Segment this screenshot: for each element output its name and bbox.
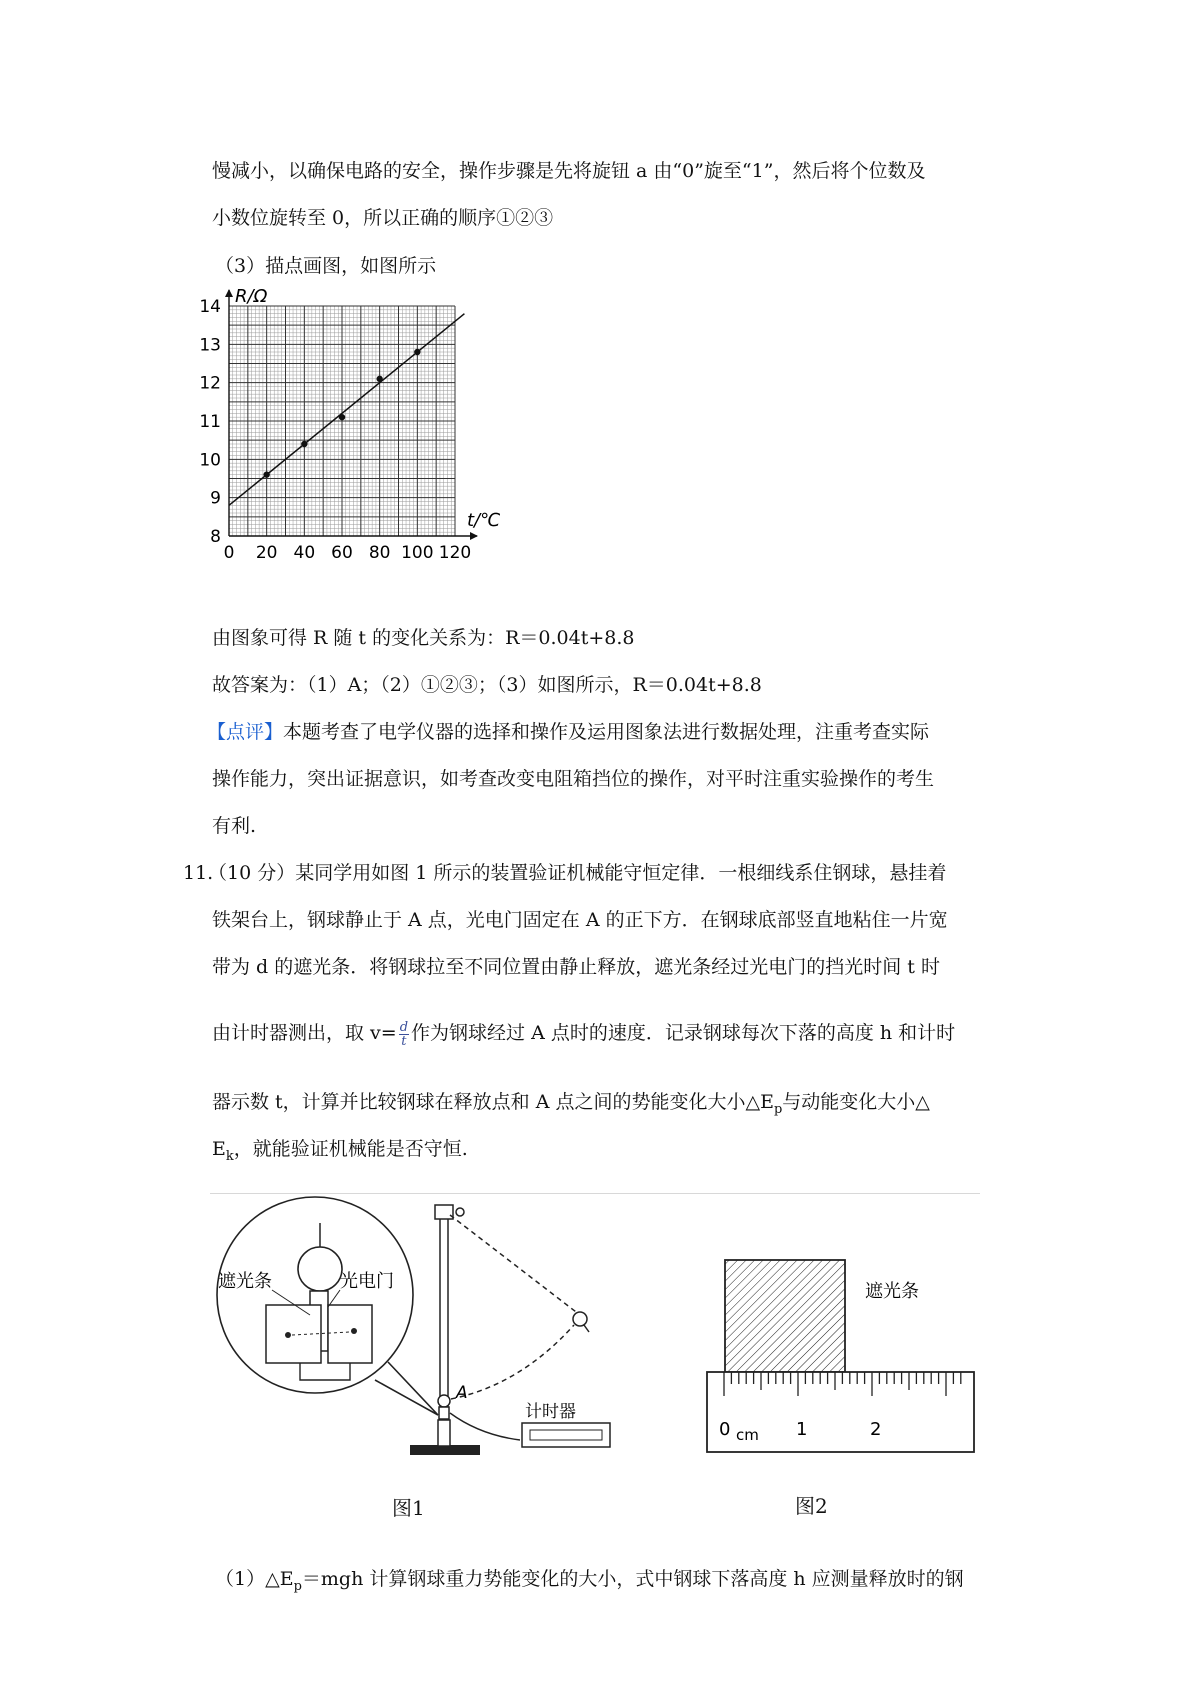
- review-tag: 【点评】: [207, 721, 284, 743]
- text-segment: E: [212, 1138, 226, 1160]
- x-tick-label: 20: [255, 543, 278, 563]
- text-segment: 器示数 t，计算并比较钢球在释放点和 A 点之间的势能变化大小△E: [212, 1091, 774, 1113]
- swing-arc: [451, 1325, 574, 1399]
- chart-y-ticks: [199, 297, 221, 547]
- question-number: 11.: [183, 862, 214, 884]
- y-tick-label: 8: [210, 527, 221, 547]
- y-tick-label: 10: [199, 450, 221, 471]
- photogate-small-icon: [439, 1407, 449, 1419]
- text-line: 有利.: [212, 815, 257, 837]
- y-tick-label: 11: [199, 412, 221, 432]
- y-axis-label: R/Ω: [235, 286, 268, 307]
- y-tick-label: 12: [199, 373, 221, 394]
- chart-x-ticks: [224, 543, 472, 563]
- clamp-top-icon: [435, 1205, 453, 1219]
- ruler-unit: cm: [736, 1426, 759, 1444]
- text-line: [215, 1566, 964, 1600]
- data-point: [339, 414, 345, 420]
- review-text: 本题考查了电学仪器的选择和操作及运用图象法进行数据处理，注重考查实际: [283, 721, 930, 743]
- label-photogate: 光电门: [340, 1271, 394, 1292]
- gate-dot: [285, 1332, 291, 1338]
- x-tick-label: 100: [401, 543, 434, 563]
- text-line: 小数位旋转至 0，所以正确的顺序①②③: [212, 207, 554, 229]
- ruler-label-1: 1: [796, 1419, 808, 1440]
- text-line: 带为 d 的遮光条．将钢球拉至不同位置由静止释放，遮光条经过光电门的挡光时间 t 时: [212, 956, 940, 978]
- shade-strip-hatched: [725, 1260, 845, 1372]
- text-segment: 与动能变化大小△: [782, 1091, 930, 1113]
- gate-base: [300, 1363, 350, 1380]
- y-tick-label: 14: [199, 297, 221, 317]
- figure-2-caption: 图2: [795, 1494, 828, 1518]
- x-axis-label: t/℃: [467, 510, 501, 531]
- label-shade-strip: 遮光条: [865, 1281, 919, 1302]
- fraction-denominator: t: [401, 1033, 407, 1049]
- y-axis-arrow: [225, 289, 233, 297]
- r-vs-t-chart: [199, 286, 545, 610]
- data-point: [263, 471, 269, 477]
- x-tick-label: 120: [438, 543, 472, 563]
- text-segment: ＝mgh 计算钢球重力势能变化的大小，式中钢球下落高度 h 应测量释放时的钢: [301, 1568, 964, 1590]
- subscript: p: [293, 1578, 302, 1594]
- text-line: （3）描点画图，如图所示: [215, 255, 437, 277]
- text-line: [212, 1136, 468, 1170]
- figure-2-ruler: [700, 1255, 980, 1475]
- x-tick-label: 40: [293, 543, 316, 563]
- y-tick-label: 9: [210, 488, 221, 509]
- ball-strip-small: [584, 1325, 589, 1332]
- text-line: （10 分）某同学用如图 1 所示的装置验证机械能守恒定律．一根细线系住钢球，悬挂着: [208, 862, 947, 884]
- gate-dot: [351, 1328, 357, 1334]
- ruler-label-0: 0: [719, 1419, 731, 1440]
- fraction-numerator: d: [399, 1019, 409, 1035]
- clamp-screw-icon: [456, 1208, 464, 1216]
- separator: [210, 1193, 980, 1194]
- text-line: [212, 1020, 955, 1048]
- text-line: 操作能力，突出证据意识，如考查改变电阻箱挡位的操作，对平时注重实验操作的考生: [212, 768, 935, 790]
- timer-cable: [450, 1413, 520, 1440]
- text-segment: 作为钢球经过 A 点时的速度．记录钢球每次下落的高度 h 和计时: [411, 1022, 956, 1044]
- y-tick-label: 13: [199, 335, 221, 356]
- x-tick-label: 60: [331, 543, 353, 563]
- magnifier-pointer: [375, 1362, 438, 1415]
- label-shade-strip: 遮光条: [218, 1271, 272, 1292]
- text-line: 由图象可得 R 随 t 的变化关系为：R＝0.04t+8.8: [212, 627, 635, 649]
- pendulum-string-dashed: [450, 1215, 580, 1315]
- review-line: [207, 719, 929, 745]
- label-timer: 计时器: [525, 1402, 576, 1422]
- ruler-label-2: 2: [870, 1419, 882, 1440]
- text-line: [212, 1089, 930, 1123]
- x-tick-label: 0: [223, 543, 235, 563]
- subscript: p: [773, 1101, 783, 1117]
- photogate-right-icon: [328, 1305, 372, 1363]
- figure-1-apparatus: [210, 1195, 630, 1485]
- ball-at-A-icon: [438, 1395, 450, 1407]
- text-line: 铁架台上，钢球静止于 A 点，光电门固定在 A 的正下方．在钢球底部竖直地粘住一片宽: [212, 909, 948, 931]
- text-line: 慢减小，以确保电路的安全，操作步骤是先将旋钮 a 由“0”旋至“1”，然后将个位数及: [212, 160, 926, 182]
- label-point-A: A: [456, 1383, 468, 1403]
- steel-ball-icon: [298, 1247, 342, 1291]
- stand-foot: [438, 1420, 450, 1446]
- subscript: k: [225, 1148, 234, 1164]
- text-segment: （1）△E: [215, 1568, 294, 1590]
- data-point: [301, 441, 307, 447]
- data-point: [376, 376, 382, 382]
- fraction-d-over-t: [399, 1021, 409, 1048]
- timer-display: [530, 1430, 602, 1440]
- text-line: 故答案为：（1）A；（2）①②③；（3）如图所示，R＝0.04t+8.8: [212, 674, 762, 696]
- x-axis-arrow: [470, 532, 478, 540]
- figure-1-caption: 图1: [392, 1496, 425, 1520]
- text-segment: ，就能验证机械能是否守恒.: [233, 1138, 468, 1160]
- data-point: [414, 349, 420, 355]
- ball-released-icon: [573, 1312, 587, 1326]
- text-segment: 由计时器测出，取 v=: [212, 1022, 397, 1044]
- x-tick-label: 80: [368, 543, 391, 563]
